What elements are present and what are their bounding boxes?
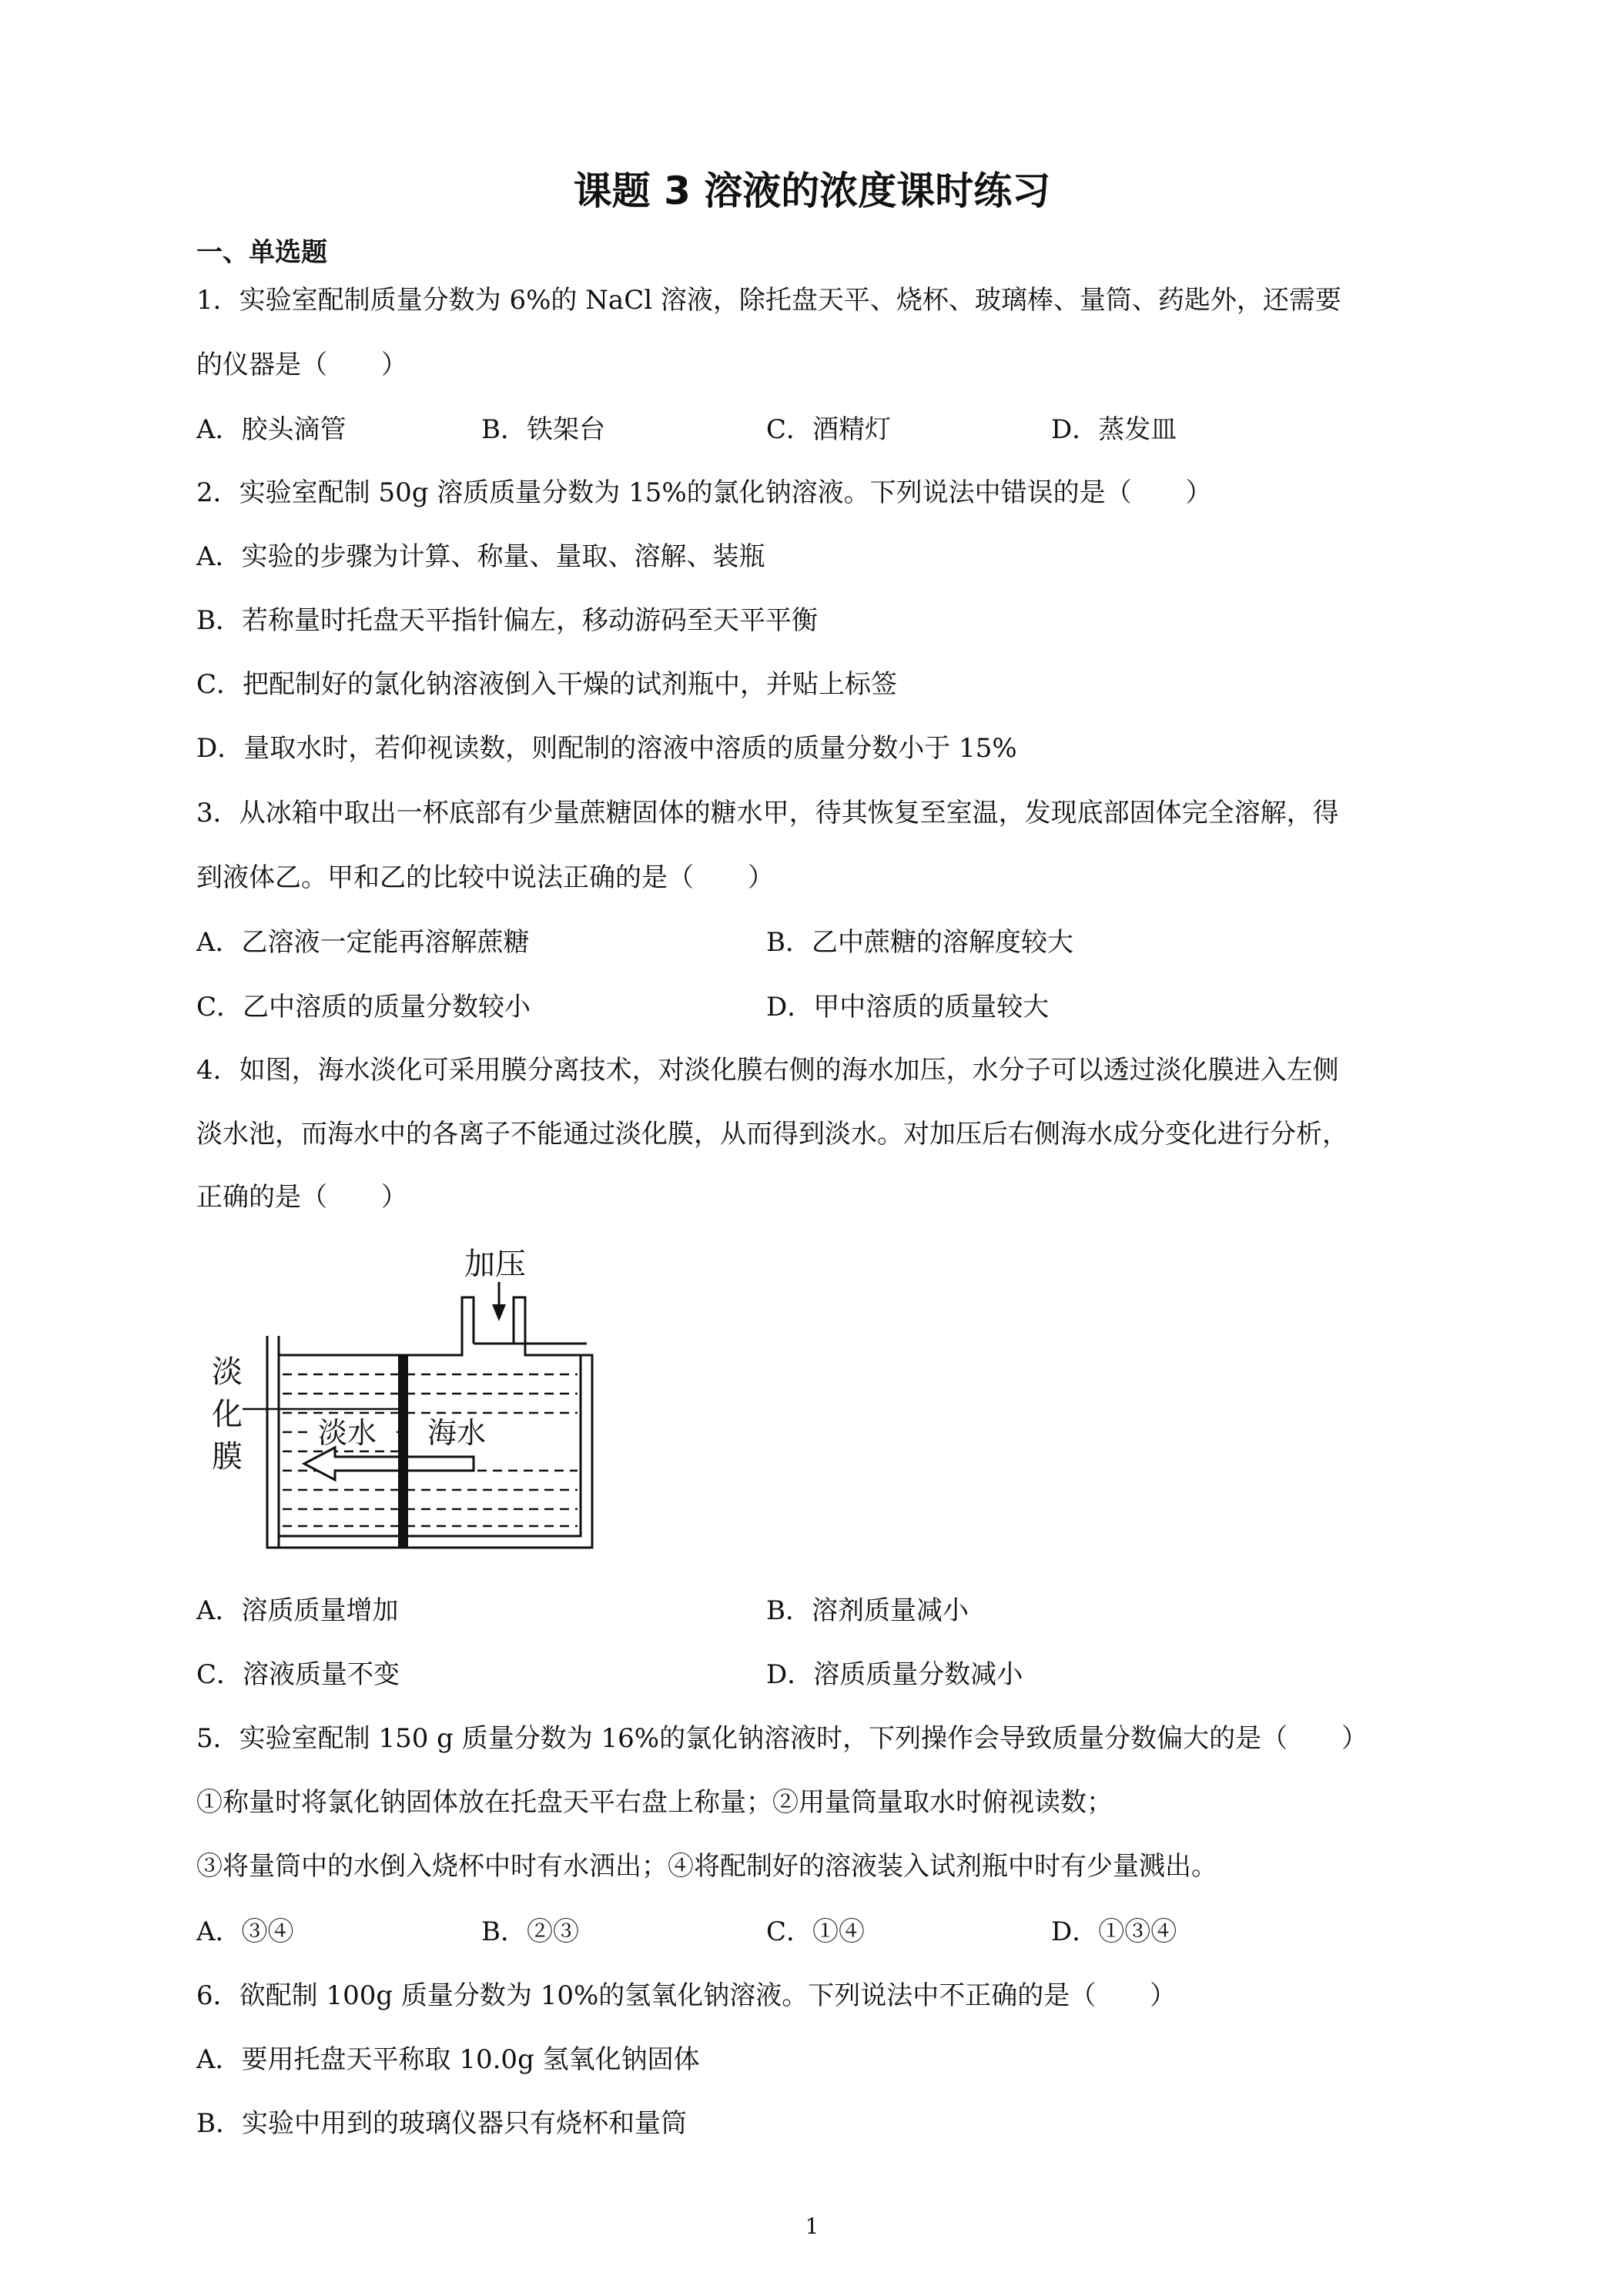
- q2-stem: 2．实验室配制 50g 溶质质量分数为 15%的氯化钠溶液。下列说法中错误的是（ ）: [196, 477, 1212, 508]
- q4-stem-line1: 4．如图，海水淡化可采用膜分离技术，对淡化膜右侧的海水加压，水分子可以透过淡化膜进入左侧: [196, 1055, 1339, 1086]
- piston-tube: [404, 1297, 474, 1355]
- membrane-label-1: 淡: [212, 1354, 243, 1390]
- membrane-over-arrow: [398, 1454, 408, 1473]
- page-number: 1: [805, 2214, 819, 2239]
- q3-option-a: A．乙溶液一定能再溶解蔗糖: [196, 927, 530, 958]
- q6-option-b: B．实验中用到的玻璃仪器只有烧杯和量筒: [196, 2108, 687, 2139]
- q2-option-d: D．量取水时，若仰视读数，则配制的溶液中溶质的质量分数小于 15%: [196, 733, 1017, 764]
- flow-arrow-left: [304, 1448, 474, 1480]
- q4-stem-line2: 淡水池，而海水中的各离子不能通过淡化膜，从而得到淡水。对加压后右侧海水成分变化进行分析，: [196, 1119, 1348, 1150]
- q1-stem-line2: 的仪器是（ ）: [196, 350, 407, 380]
- membrane-bar: [398, 1355, 408, 1548]
- q3-option-b: B．乙中蔗糖的溶解度较大: [766, 927, 1073, 958]
- q6-option-a: A．要用托盘天平称取 10.0g 氢氧化钠固体: [196, 2044, 700, 2075]
- q5-option-b: B．②③: [481, 1916, 579, 1947]
- q3-option-c: C．乙中溶质的质量分数较小: [196, 992, 531, 1022]
- sea-water-label: 海水: [427, 1416, 487, 1450]
- q5-stem-line1: 5．实验室配制 150 g 质量分数为 16%的氯化钠溶液时，下列操作会导致质量分数偏大的是（ ）: [196, 1723, 1368, 1754]
- q5-stem-line2: ①称量时将氯化钠固体放在托盘天平右盘上称量；②用量筒量取水时俯视读数；: [196, 1787, 1113, 1818]
- desalination-diagram: [196, 1240, 628, 1563]
- q2-option-c: C．把配制好的氯化钠溶液倒入干燥的试剂瓶中，并贴上标签: [196, 669, 898, 700]
- q4-option-c: C．溶液质量不变: [196, 1659, 400, 1690]
- membrane-label-3: 膜: [212, 1439, 243, 1474]
- q1-option-d: D．蒸发皿: [1051, 414, 1177, 445]
- q1-option-c: C．酒精灯: [766, 414, 892, 445]
- water-lines: [283, 1374, 578, 1526]
- q2-option-a: A．实验的步骤为计算、称量、量取、溶解、装瓶: [196, 541, 765, 572]
- q4-option-a: A．溶质质量增加: [196, 1595, 399, 1626]
- q1-stem-line1: 1．实验室配制质量分数为 6%的 NaCl 溶液，除托盘天平、烧杯、玻璃棒、量筒、药匙外，还需要: [196, 285, 1341, 316]
- page-title: 课题 3 溶液的浓度课时练习: [573, 169, 1051, 213]
- pressure-label: 加压: [464, 1247, 526, 1282]
- pressure-arrow-head: [492, 1304, 506, 1321]
- q2-option-b: B．若称量时托盘天平指针偏左，移动游码至天平平衡: [196, 605, 818, 636]
- q3-stem-line2: 到液体乙。甲和乙的比较中说法正确的是（ ）: [196, 862, 774, 893]
- q4-option-d: D．溶质质量分数减小: [766, 1659, 1023, 1690]
- q4-stem-line3: 正确的是（ ）: [196, 1182, 407, 1213]
- q6-stem: 6．欲配制 100g 质量分数为 10%的氢氧化钠溶液。下列说法中不正确的是（ ）: [196, 1980, 1177, 2011]
- membrane-label-2: 化: [212, 1397, 243, 1432]
- section-heading: 一、单选题: [196, 237, 327, 268]
- q3-option-d: D．甲中溶质的质量较大: [766, 992, 1050, 1022]
- q5-stem-line3: ③将量筒中的水倒入烧杯中时有水洒出；④将配制好的溶液装入试剂瓶中时有少量溅出。: [196, 1851, 1217, 1882]
- q5-option-c: C．①④: [766, 1916, 866, 1947]
- q1-option-b: B．铁架台: [481, 414, 605, 445]
- q1-option-a: A．胶头滴管: [196, 414, 347, 445]
- q4-option-b: B．溶剂质量减小: [766, 1595, 969, 1626]
- fresh-water-label: 淡水: [318, 1416, 377, 1450]
- container-left-wall: [267, 1336, 279, 1548]
- q5-option-a: A．③④: [196, 1916, 294, 1947]
- q3-stem-line1: 3．从冰箱中取出一杯底部有少量蔗糖固体的糖水甲，待其恢复至室温，发现底部固体完全溶解，得: [196, 798, 1339, 828]
- q5-option-d: D．①③④: [1051, 1916, 1177, 1947]
